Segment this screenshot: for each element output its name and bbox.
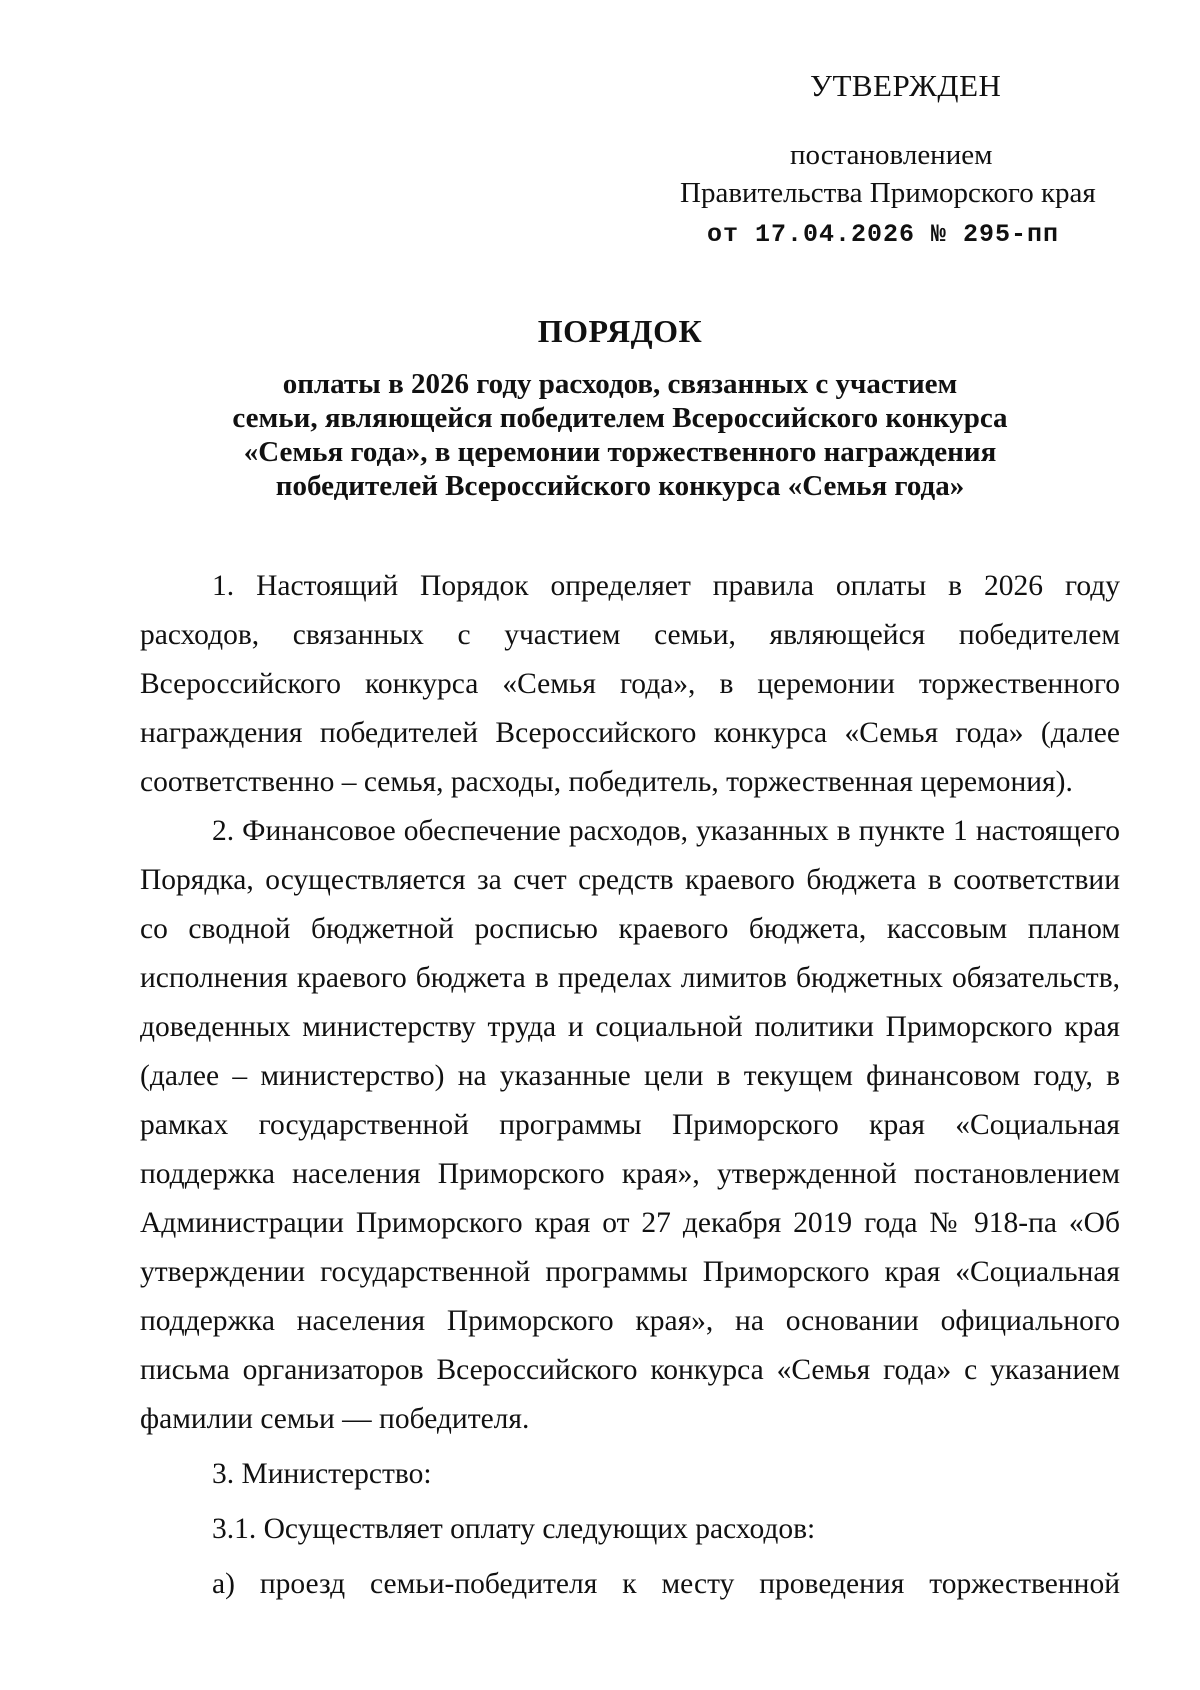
document-title: ПОРЯДОК (537, 313, 703, 349)
document-subtitle (0, 367, 1200, 503)
paragraph-3-1-a: а) проезд семьи-победителя к месту проведения торжественной (212, 1568, 1120, 1600)
subtitle-line: «Семья года», в церемонии торжественного награждения (243, 436, 997, 468)
decree-date-number: от 17.04.2026 № 295-пп (707, 220, 1060, 249)
approval-stamp: УТВЕРЖДЕН (810, 68, 1002, 103)
subtitle-line: семьи, являющейся победителем Всероссийского конкурса (232, 402, 1008, 434)
subtitle-line: победителей Всероссийского конкурса «Семья года» (275, 470, 965, 502)
paragraph-3: 3. Министерство: (212, 1458, 432, 1490)
decree-reference (680, 136, 1110, 254)
subtitle-line: оплаты в 2026 году расходов, связанных с участием (282, 368, 958, 400)
decree-line-1: постановлением (790, 139, 993, 171)
document-body (140, 562, 1120, 1609)
decree-line-2: Правительства Приморского края (680, 177, 1096, 209)
paragraph-3-1: 3.1. Осуществляет оплату следующих расходов: (212, 1513, 816, 1545)
paragraph-2: 2. Финансовое обеспечение расходов, указанных в пункте 1 настоящего Порядка, осуществляется за счет средств краевого бюджета в соответствии со сводной бюджетной росписью краевого бюджета, кассовым планом исполнения краевого бюджета в пределах лимитов бюджетных обязательств, доведенных министерству труда и социальной политики Приморского края (далее – министерство) на указанные цели в текущем финансовом году, в рамках государственной программы Приморского края «Социальная поддержка населения Приморского края», утвержденной постановлением Администрации Приморского края от 27 декабря 2019 года № 918-па «Об утверждении государственной программы Приморского края «Социальная поддержка населения Приморского края», на основании официального письма организаторов Всероссийского конкурса «Семья года» с указанием фамилии семьи — победителя. (140, 815, 1120, 1435)
paragraph-1: 1. Настоящий Порядок определяет правила оплаты в 2026 году расходов, связанных с участием семьи, являющейся победителем Всероссийского конкурса «Семья года», в церемонии торжественного награждения победителей Всероссийского конкурса «Семья года» (далее соответственно – семья, расходы, победитель, торжественная церемония). (140, 570, 1120, 798)
